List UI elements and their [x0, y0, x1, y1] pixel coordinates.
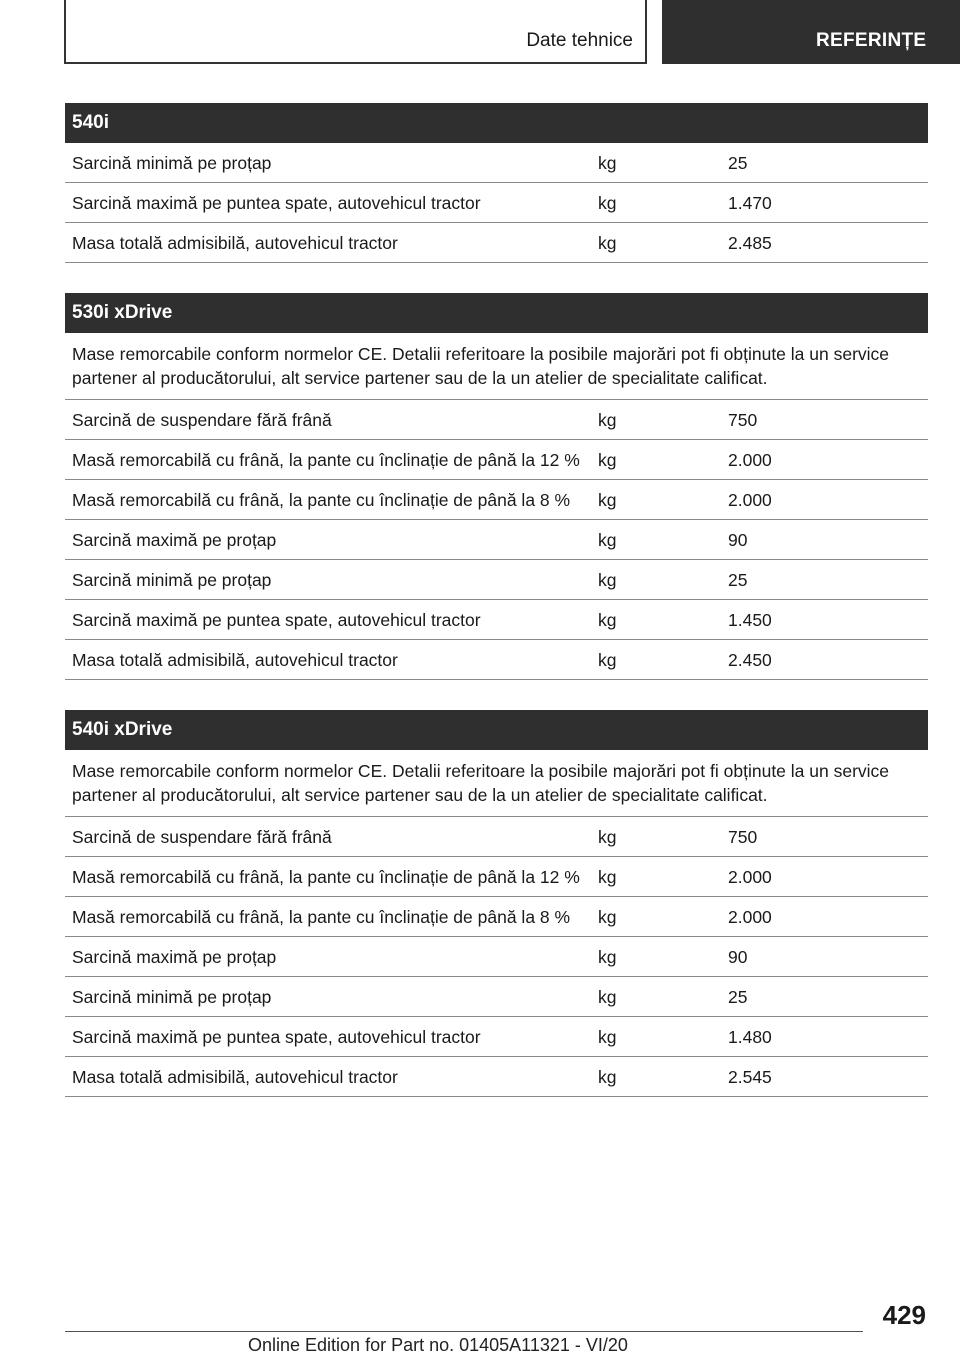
row-unit: kg [598, 1067, 617, 1087]
row-unit: kg [598, 827, 617, 847]
header-chapter-tab [662, 0, 960, 64]
row-value: 25 [728, 153, 748, 173]
section-title: 540i [65, 103, 928, 143]
row-description: Sarcină maximă pe proțap [72, 947, 277, 967]
table-row [65, 440, 928, 480]
row-description: Sarcină maximă pe puntea spate, autovehicul tractor [72, 610, 481, 630]
row-value: 2.485 [728, 233, 772, 253]
footer-divider [65, 1331, 863, 1332]
row-unit: kg [598, 650, 617, 670]
header-section-title: Date tehnice [526, 30, 633, 51]
row-description: Masă remorcabilă cu frână, la pante cu înclinație de până la 12 % [72, 450, 580, 470]
row-unit: kg [598, 233, 617, 253]
row-value: 25 [728, 987, 748, 1007]
row-value: 750 [728, 410, 758, 430]
row-unit: kg [598, 907, 617, 927]
row-unit: kg [598, 153, 617, 173]
row-value: 2.450 [728, 650, 772, 670]
row-unit: kg [598, 867, 617, 887]
table-row [65, 857, 928, 897]
row-description: Masa totală admisibilă, autovehicul tractor [72, 650, 398, 670]
row-value: 25 [728, 570, 748, 590]
section-note: Mase remorcabile conform normelor CE. Detalii referitoare la posibile majorări pot fi obținute la un service partener al producătorului, alt service partener sau de la un atelier de specialitate calificat. [65, 333, 928, 400]
table-row [65, 183, 928, 223]
row-description: Sarcină minimă pe proțap [72, 153, 272, 173]
row-description: Sarcină de suspendare fără frână [72, 827, 332, 847]
table-row [65, 600, 928, 640]
row-description: Sarcină maximă pe puntea spate, autovehicul tractor [72, 193, 481, 213]
row-value: 1.450 [728, 610, 772, 630]
row-value: 1.480 [728, 1027, 772, 1047]
row-description: Masa totală admisibilă, autovehicul tractor [72, 233, 398, 253]
spec-section-530i-xdrive [65, 293, 928, 680]
row-unit: kg [598, 987, 617, 1007]
row-description: Masa totală admisibilă, autovehicul tractor [72, 1067, 398, 1087]
table-row [65, 640, 928, 680]
table-row [65, 977, 928, 1017]
spec-section-540i [65, 103, 928, 263]
page-number: 429 [882, 1300, 926, 1330]
table-row [65, 400, 928, 440]
table-row [65, 897, 928, 937]
table-row [65, 143, 928, 183]
row-value: 2.000 [728, 867, 772, 887]
footer-edition: Online Edition for Part no. 01405A11321 - VI/20 [248, 1335, 628, 1355]
row-unit: kg [598, 610, 617, 630]
row-value: 750 [728, 827, 758, 847]
table-row [65, 937, 928, 977]
row-value: 1.470 [728, 193, 772, 213]
section-note: Mase remorcabile conform normelor CE. Detalii referitoare la posibile majorări pot fi obținute la un service partener al producătorului, alt service partener sau de la un atelier de specialitate calificat. [65, 750, 928, 817]
row-description: Sarcină maximă pe puntea spate, autovehicul tractor [72, 1027, 481, 1047]
table-row [65, 480, 928, 520]
spec-section-540i-xdrive [65, 710, 928, 1097]
row-description: Sarcină minimă pe proțap [72, 570, 272, 590]
row-unit: kg [598, 947, 617, 967]
row-description: Masă remorcabilă cu frână, la pante cu înclinație de până la 12 % [72, 867, 580, 887]
row-value: 2.000 [728, 907, 772, 927]
row-description: Masă remorcabilă cu frână, la pante cu înclinație de până la 8 % [72, 490, 571, 510]
table-row [65, 1017, 928, 1057]
row-value: 2.000 [728, 490, 772, 510]
row-description: Sarcină de suspendare fără frână [72, 410, 332, 430]
table-row [65, 1057, 928, 1097]
section-title: 530i xDrive [65, 293, 928, 333]
table-row [65, 560, 928, 600]
row-unit: kg [598, 193, 617, 213]
row-value: 90 [728, 947, 748, 967]
row-unit: kg [598, 450, 617, 470]
header-chapter-title: REFERINȚE [816, 30, 927, 51]
row-value: 2.545 [728, 1067, 772, 1087]
row-value: 90 [728, 530, 748, 550]
spec-content [65, 103, 928, 1127]
table-row [65, 817, 928, 857]
row-unit: kg [598, 490, 617, 510]
row-unit: kg [598, 570, 617, 590]
row-unit: kg [598, 410, 617, 430]
row-unit: kg [598, 1027, 617, 1047]
section-title: 540i xDrive [65, 710, 928, 750]
header-section-tab [64, 0, 647, 64]
row-description: Sarcină minimă pe proțap [72, 987, 272, 1007]
row-description: Sarcină maximă pe proțap [72, 530, 277, 550]
row-description: Masă remorcabilă cu frână, la pante cu înclinație de până la 8 % [72, 907, 571, 927]
row-unit: kg [598, 530, 617, 550]
row-value: 2.000 [728, 450, 772, 470]
table-row [65, 223, 928, 263]
table-row [65, 520, 928, 560]
